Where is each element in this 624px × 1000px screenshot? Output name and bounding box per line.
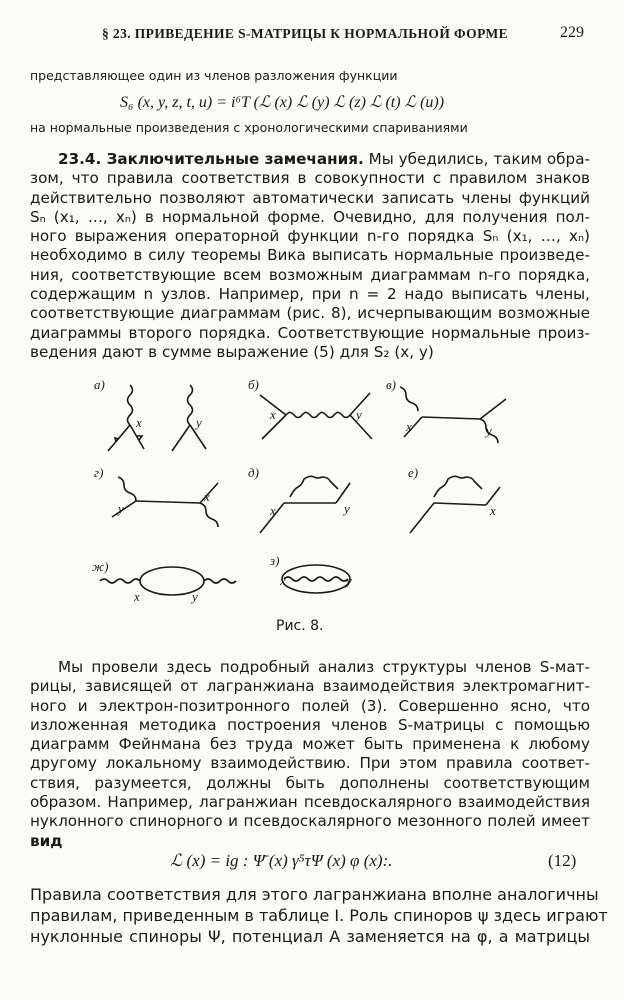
diagram-h [282, 565, 350, 593]
vertex-label-x: x [204, 489, 210, 504]
panel-label-a: а) [94, 377, 105, 392]
section-line-0: 23.4. Заключительные замечания. Мы убедились, таким обра- [58, 150, 590, 168]
diagram-a [108, 385, 206, 451]
panel-label-h: з) [270, 553, 280, 568]
vertex-label-y: y [344, 501, 350, 516]
section-line: ведения дают в сумме выражение (5) для S₂ (x, y) [30, 342, 434, 361]
panel-label-g: ж) [92, 559, 109, 574]
panel-label-d: г) [94, 465, 104, 480]
section-line: ния, соответствующие всем возможным диаграммам n-го порядка, [30, 265, 590, 284]
panel-label-e: д) [248, 465, 259, 480]
section-paragraph [30, 150, 590, 362]
section-line: Sₙ (x₁, …, xₙ) в нормальной форме. Очевидно, для получения пол- [30, 207, 590, 226]
vertex-label-x: x [490, 503, 496, 518]
section-line: соответствующие диаграммам (рис. 8), исчерпывающим возможные [30, 304, 590, 323]
intro-tail: на нормальные произведения с хронологическими спариваниями [30, 120, 468, 135]
section-line: зом, что правила соответствия в совокупности с правилом знаков [30, 169, 590, 188]
intro-line: представляющее один из членов разложения функции [30, 68, 398, 83]
paragraph-line: правилам, приведенным в таблице I. Роль спиноров ψ здесь играют [30, 906, 608, 925]
paragraph-line: ствия, разумеется, должны быть дополнены соответствующим [30, 773, 590, 792]
paragraph-line: образом. Например, лагранжиан псевдоскалярного взаимодействия [30, 793, 590, 812]
section-line: необходимо в силу теоремы Вика выписать нормальные произведе- [30, 246, 590, 265]
section-line: содержащим n узлов. Например, при n = 2 надо выписать члены, [30, 285, 590, 304]
equation-number: (12) [548, 851, 577, 870]
vertex-label-x: x [406, 419, 412, 434]
figure-caption: Рис. 8. [276, 618, 324, 634]
paragraph-3 [30, 884, 608, 947]
vertex-label-y: y [192, 589, 198, 604]
diagram-g [100, 567, 236, 595]
formula-s6: S₆ (x, y, z, t, u) = i⁶T (ℒ (x) ℒ (y) ℒ (z) ℒ (t) ℒ (u)) [120, 94, 445, 111]
paragraph-line: Правила соответствия для этого лагранжиана вполне аналогичны [30, 885, 599, 904]
paragraph-line: диаграмм Фейнмана без труда может быть применена к любому [30, 735, 590, 754]
section-line: диаграммы второго порядка. Соответствующие нормальные произ- [30, 323, 590, 342]
section-line: ного выражения операторной функции n-го порядка Sₙ (x₁, …, xₙ) [30, 227, 590, 246]
paragraph-line: ного и электрон-позитронного полей (3). Совершенно ясно, что [30, 696, 590, 715]
paragraph-line: вид [30, 831, 63, 850]
paragraph-line: изложенная методика построения членов S-матрицы с помощью [30, 715, 590, 734]
running-header: § 23. ПРИВЕДЕНИЕ S-МАТРИЦЫ К НОРМАЛЬНОЙ ФОРМЕ [102, 26, 508, 41]
vertex-label-y: y [346, 573, 352, 588]
vertex-label-x: x [136, 415, 142, 430]
vertex-label-x: x [270, 407, 276, 422]
page-number: 229 [560, 24, 584, 41]
paragraph-line: рицы, зависящей от лагранжиана взаимодействия электромагнит- [30, 677, 590, 696]
diagram-d [112, 477, 218, 527]
paragraph-line: нуклонные спиноры Ψ, потенциал A заменяется на φ, а матрицы [30, 927, 590, 946]
paragraph-line: нуклонного спинорного и псевдоскалярного мезонного полей имеет [30, 812, 590, 831]
section-line: действительно позволяют автоматически записать члены функций [30, 188, 590, 207]
section-heading: 23.4. Заключительные замечания. [58, 150, 364, 168]
diagram-f [410, 476, 500, 533]
vertex-label-y: y [356, 407, 362, 422]
paragraph-line: Мы провели здесь подробный анализ структуры членов S-мат- [58, 658, 590, 676]
panel-label-b: б) [248, 377, 259, 392]
feynman-diagrams-figure [60, 365, 580, 625]
paragraph-line: другому локальному взаимодействию. При этом правила соответ- [30, 754, 590, 773]
vertex-label-x: x [280, 573, 286, 588]
paragraph-2 [30, 658, 590, 851]
panel-label-f: е) [408, 465, 419, 480]
equation-12: ℒ (x) = ig : Ψ̄ (x) γ⁵τΨ (x) φ (x):. [170, 851, 393, 870]
vertex-label-y: y [486, 423, 492, 438]
vertex-label-y: y [118, 501, 124, 516]
vertex-label-y: y [196, 415, 202, 430]
panel-label-c: в) [386, 377, 396, 392]
vertex-label-x: x [134, 589, 140, 604]
vertex-label-x: x [270, 503, 276, 518]
